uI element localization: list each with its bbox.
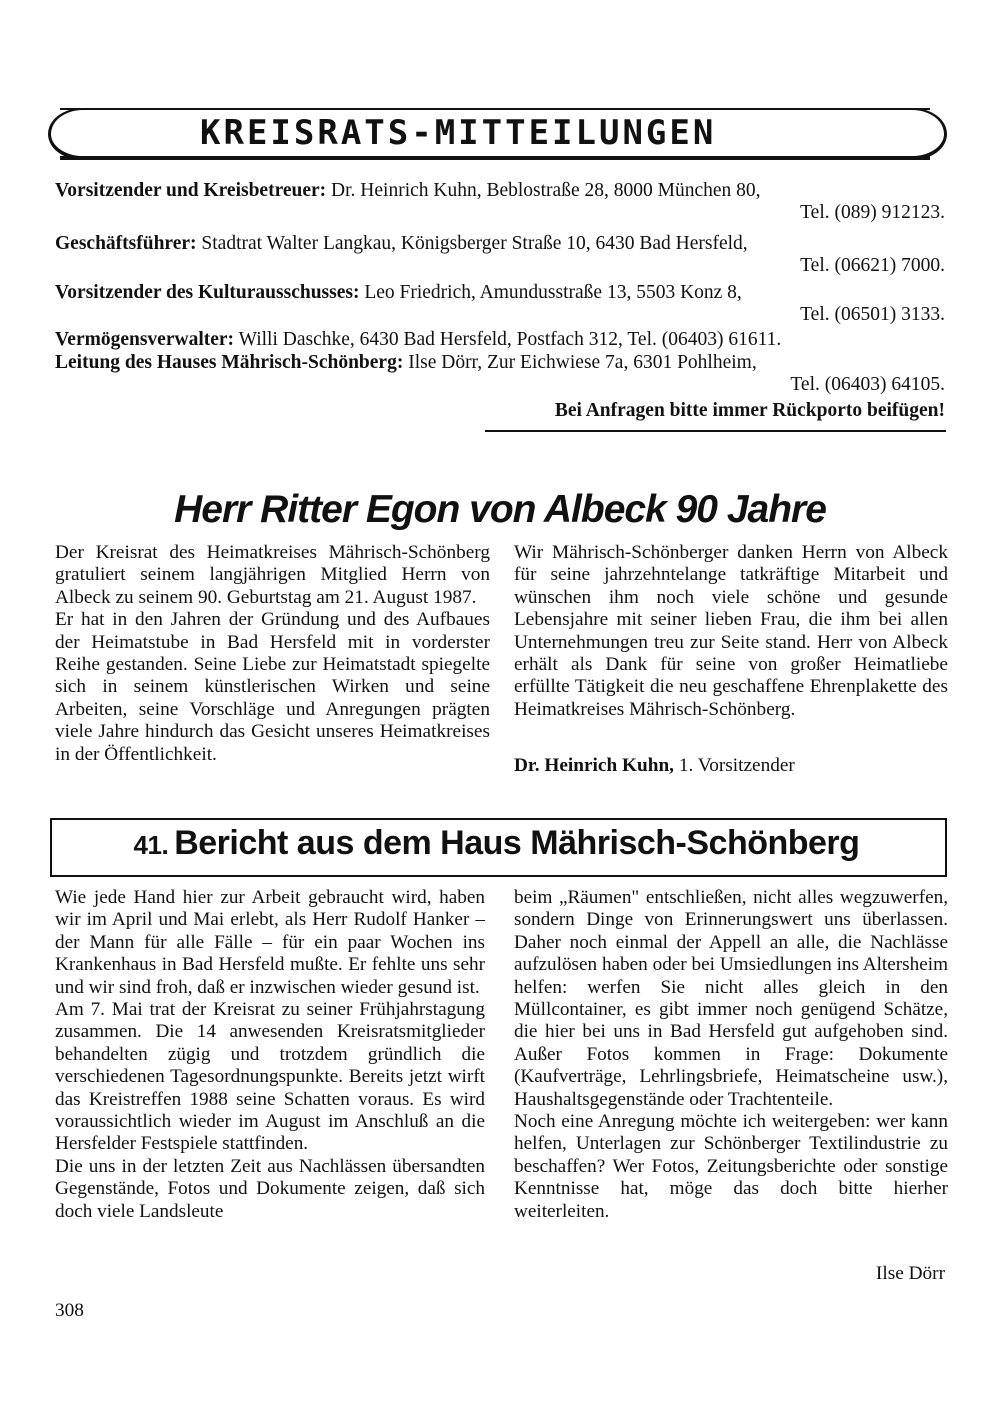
contact-text: Dr. Heinrich Kuhn, Beblostraße 28, 8000 München 80,	[331, 180, 761, 201]
contact-role: Leitung des Hauses Mährisch-Schönberg:	[55, 352, 404, 373]
contact-text: Willi Daschke, 6430 Bad Hersfeld, Postfach 312, Tel. (06403) 61611.	[238, 329, 782, 350]
notice-text: Bei Anfragen bitte immer Rückporto beifügen!	[554, 400, 945, 421]
contact-text: Ilse Dörr, Zur Eichwiese 7a, 6301 Pohlheim,	[408, 352, 757, 373]
paragraph: Wir Mährisch-Schönberger danken Herrn von Albeck für seine jahrzehntelange tatkräftige Mitarbeit und wünschen ihm noch viele schöne und gesunde Lebensjahre mit seiner lieben Frau, die ihm bei allen Unternehmungen treu zur Seite stand. Herr von Albeck erhält als Dank für seine von großer Heimatliebe erfüllte Tätigkeit die neu geschaffene Ehrenplakette des Heimatkreises Mährisch-Schönberg.	[514, 542, 948, 720]
header-rule-bottom	[60, 156, 930, 160]
article-number: 41.	[133, 830, 169, 860]
section-title: KREISRATS-MITTEILUNGEN	[200, 113, 717, 153]
contact-tel: Tel. (089) 912123.	[800, 202, 945, 223]
contact-text: Leo Friedrich, Amundusstraße 13, 5503 Konz 8,	[364, 282, 742, 303]
contact-entry	[55, 233, 945, 277]
article-column-right	[514, 887, 948, 1223]
article-column-left	[55, 887, 485, 1223]
header-rule-top	[60, 108, 930, 110]
signature-role: 1. Vorsitzender	[678, 755, 795, 776]
signature-name: Dr. Heinrich Kuhn,	[514, 755, 674, 776]
article-signature: Ilse Dörr	[875, 1263, 945, 1284]
paragraph: Der Kreisrat des Heimatkreises Mährisch-Schönberg gratuliert seinem langjährigen Mitglied Herrn von Albeck zu seinem 90. Geburtstag am 21. August 1987.	[55, 542, 490, 608]
paragraph: Am 7. Mai trat der Kreisrat zu seiner Frühjahrstagung zusammen. Die 14 anwesenden Kreisratsmitglieder behandelten zügig und trotzdem gründlich die verschiedenen Tagesordnungspunkte. Bereits jetzt wirft das Kreistreffen 1988 seine Schatten voraus. Es wird voraussichtlich wieder im August im Anschluß an die Hersfelder Festspiele stattfinden.	[55, 999, 485, 1155]
contact-entry	[55, 329, 945, 351]
article-title	[50, 824, 943, 863]
contact-entry	[55, 282, 945, 326]
header-frame-left	[48, 108, 108, 160]
paragraph: Noch eine Anregung möchte ich weitergeben: wer kann helfen, Unterlagen zur Schönberger Textilindustrie zu beschaffen? Wer Fotos, Zeitungsberichte oder sonstige Kenntnisse hat, möge das doch bitte hierher weiterleiten.	[514, 1111, 948, 1222]
contact-role: Vorsitzender und Kreisbetreuer:	[55, 180, 327, 201]
paragraph: Wie jede Hand hier zur Arbeit gebraucht wird, haben wir im April und Mai erlebt, als Herr Rudolf Hanker – der Mann für alle Fälle – für ein paar Wochen ins Krankenhaus in Bad Hersfeld mußte. Er fehlte uns sehr und wir sind froh, daß er inzwischen wieder gesund ist.	[55, 887, 485, 998]
contact-tel: Tel. (06403) 64105.	[790, 374, 945, 395]
article-heading: Bericht aus dem Haus Mährisch-Schönberg	[174, 824, 860, 862]
contact-role: Vorsitzender des Kulturausschusses:	[55, 282, 360, 303]
paragraph: Die uns in der letzten Zeit aus Nachlässen übersandten Gegenstände, Fotos und Dokumente zeigen, daß sich doch viele Landsleute	[55, 1155, 485, 1222]
page-number: 308	[55, 1300, 84, 1321]
contact-tel: Tel. (06501) 3133.	[800, 304, 945, 325]
article-signature	[514, 755, 795, 777]
contact-entry	[55, 180, 945, 224]
contact-text: Stadtrat Walter Langkau, Königsberger Straße 10, 6430 Bad Hersfeld,	[201, 233, 748, 254]
paragraph: Er hat in den Jahren der Gründung und des Aufbaues der Heimatstube in Bad Hersfeld mit in vorderster Reihe gestanden. Seine Liebe zur Heimatstadt spiegelte sich in seinem künstlerischen Wirken und seine Arbeiten, seine Vorschläge und Anregungen prägten viele Jahre hindurch das Gesicht unseres Heimatkreises in der Öffentlichkeit.	[55, 609, 490, 765]
divider	[485, 430, 946, 432]
contact-role: Geschäftsführer:	[55, 233, 197, 254]
article-column-left	[55, 542, 490, 766]
contact-tel: Tel. (06621) 7000.	[800, 255, 945, 276]
paragraph: beim „Räumen" entschließen, nicht alles wegzuwerfen, sondern Dinge von Erinnerungswert uns überlassen. Daher noch einmal der Appell an alle, die Nachlässe aufzulösen haben oder bei Umsiedlungen ins Altersheim helfen: werfen Sie nicht alles gleich in den Müllcontainer, es gibt immer noch genügend Schätze, die hier bei uns in Bad Hersfeld gut aufgehoben sind. Außer Fotos kommen in Frage: Dokumente (Kaufverträge, Lehrlingsbriefe, Heimatscheine usw.), Haushaltsgegenstände oder Trachtenteile.	[514, 887, 948, 1110]
contact-entry	[55, 352, 945, 396]
article-column-right	[514, 542, 948, 721]
article-title: Herr Ritter Egon von Albeck 90 Jahre	[174, 488, 826, 531]
header-frame-right	[892, 108, 947, 160]
contact-role: Vermögensverwalter:	[55, 329, 235, 350]
